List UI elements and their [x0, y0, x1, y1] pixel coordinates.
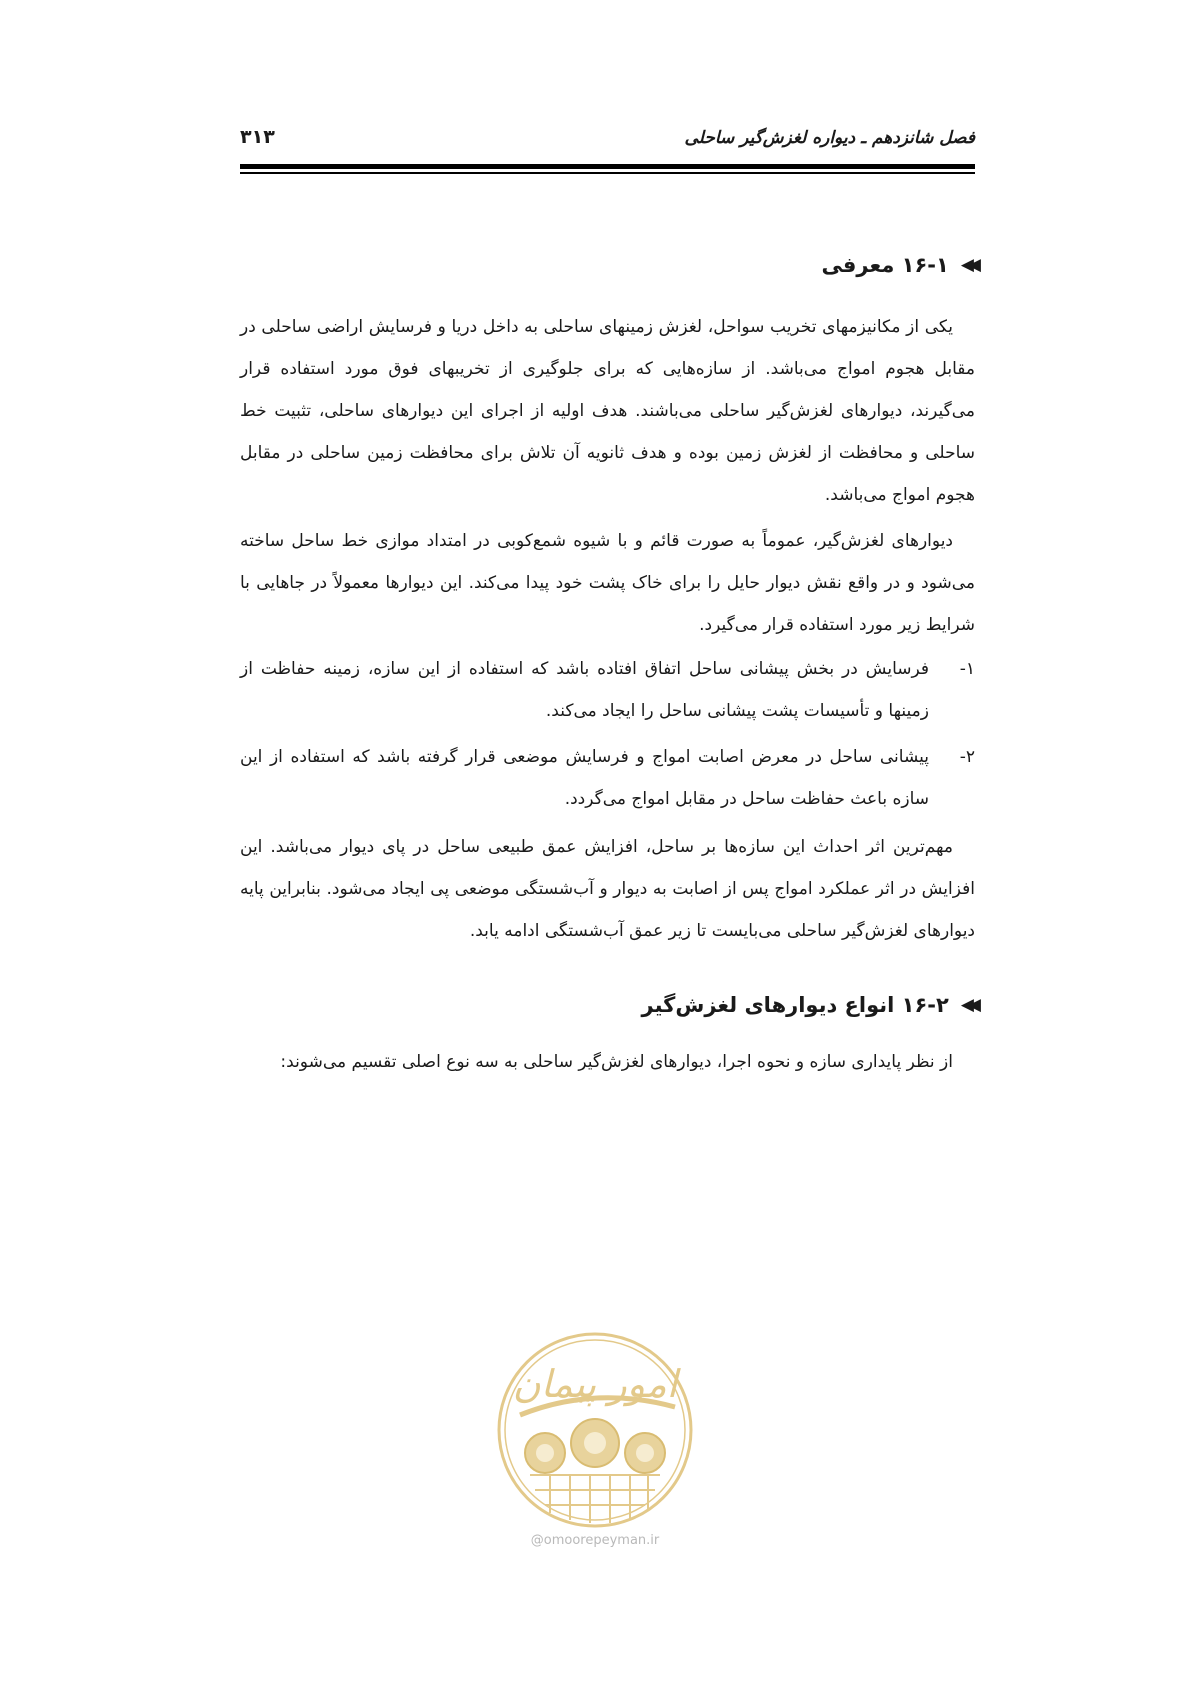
paragraph: از نظر پایداری سازه و نحوه اجرا، دیوارهای لغزش‌گیر ساحلی به سه نوع اصلی تقسیم می‌شوند:	[280, 1052, 953, 1072]
header-rule-thick	[240, 164, 975, 169]
list-text: پیشانی ساحل در معرض اصابت امواج و فرسایش موضعی قرار گرفته باشد که استفاده از این سازه باعث حفاظت ساحل در مقابل امواج می‌گردد.	[240, 747, 929, 809]
paragraph: یکی از مکانیزمهای تخریب سواحل، لغزش زمینهای ساحلی به داخل دریا و فرسایش اراضی ساحلی در مقابل هجوم امواج می‌باشد. از سازه‌هایی که برای جلوگیری از تخریبهای فوق مورد استفاده قرار می‌گیرند، دیوارهای لغزش‌گیر ساحلی می‌باشند. هدف اولیه از اجرای این دیوارهای ساحلی، تثبیت خط ساحلی و محافظت از لغزش زمین بوده و هدف ثانویه آن تلاش برای محافظت زمین ساحلی در مقابل هجوم امواج می‌باشد.	[240, 317, 975, 505]
numbered-list	[240, 648, 975, 824]
double-arrow-icon: ◀◀	[960, 255, 975, 275]
chapter-title: فصل شانزدهم ـ دیواره لغزش‌گیر ساحلی	[684, 128, 975, 148]
section-title: ۱۶-۱ معرفی	[821, 253, 949, 277]
list-item	[240, 648, 975, 732]
paragraph: دیوارهای لغزش‌گیر، عموماً به صورت قائم و با شیوه شمع‌کوبی در امتداد موازی خط ساحل ساخته می‌شود و در واقع نقش دیوار حایل را برای خاک پشت خود پیدا می‌کند. این دیوارها معمولاً در جاهایی با شرایط زیر مورد استفاده قرار می‌گیرد.	[240, 531, 975, 635]
section-heading-types	[642, 993, 976, 1017]
list-item	[240, 736, 975, 820]
paragraph: مهم‌ترین اثر احداث این سازه‌ها بر ساحل، افزایش عمق طبیعی ساحل در پای دیوار می‌باشد. این افزایش در اثر عملکرد امواج پس از اصابت به دیوار و آب‌شستگی موضعی پی ایجاد می‌شود. بنابراین پایه دیوارهای لغزش‌گیر ساحلی می‌بایست تا زیر عمق آب‌شستگی ادامه یابد.	[240, 837, 975, 941]
running-header	[240, 128, 975, 158]
list-number: ۱-	[959, 659, 975, 679]
watermark-logo	[490, 1325, 700, 1555]
section-heading-introduction	[821, 253, 975, 277]
section-title: ۱۶-۲ انواع دیوارهای لغزش‌گیر	[641, 993, 949, 1017]
watermark-url: @omoorepeyman.ir	[530, 1533, 660, 1548]
double-arrow-icon: ◀◀	[960, 995, 975, 1015]
page-number: ۳۱۳	[240, 126, 275, 148]
header-rule-thin	[240, 172, 975, 174]
list-number: ۲-	[959, 747, 975, 767]
list-text: فرسایش در بخش پیشانی ساحل اتفاق افتاده باشد که استفاده از این سازه، زمینه حفاظت از زمینها و تأسیسات پشت پیشانی ساحل را ایجاد می‌کند.	[240, 659, 929, 721]
watermark-logo-text: امور پیمان	[512, 1362, 678, 1406]
